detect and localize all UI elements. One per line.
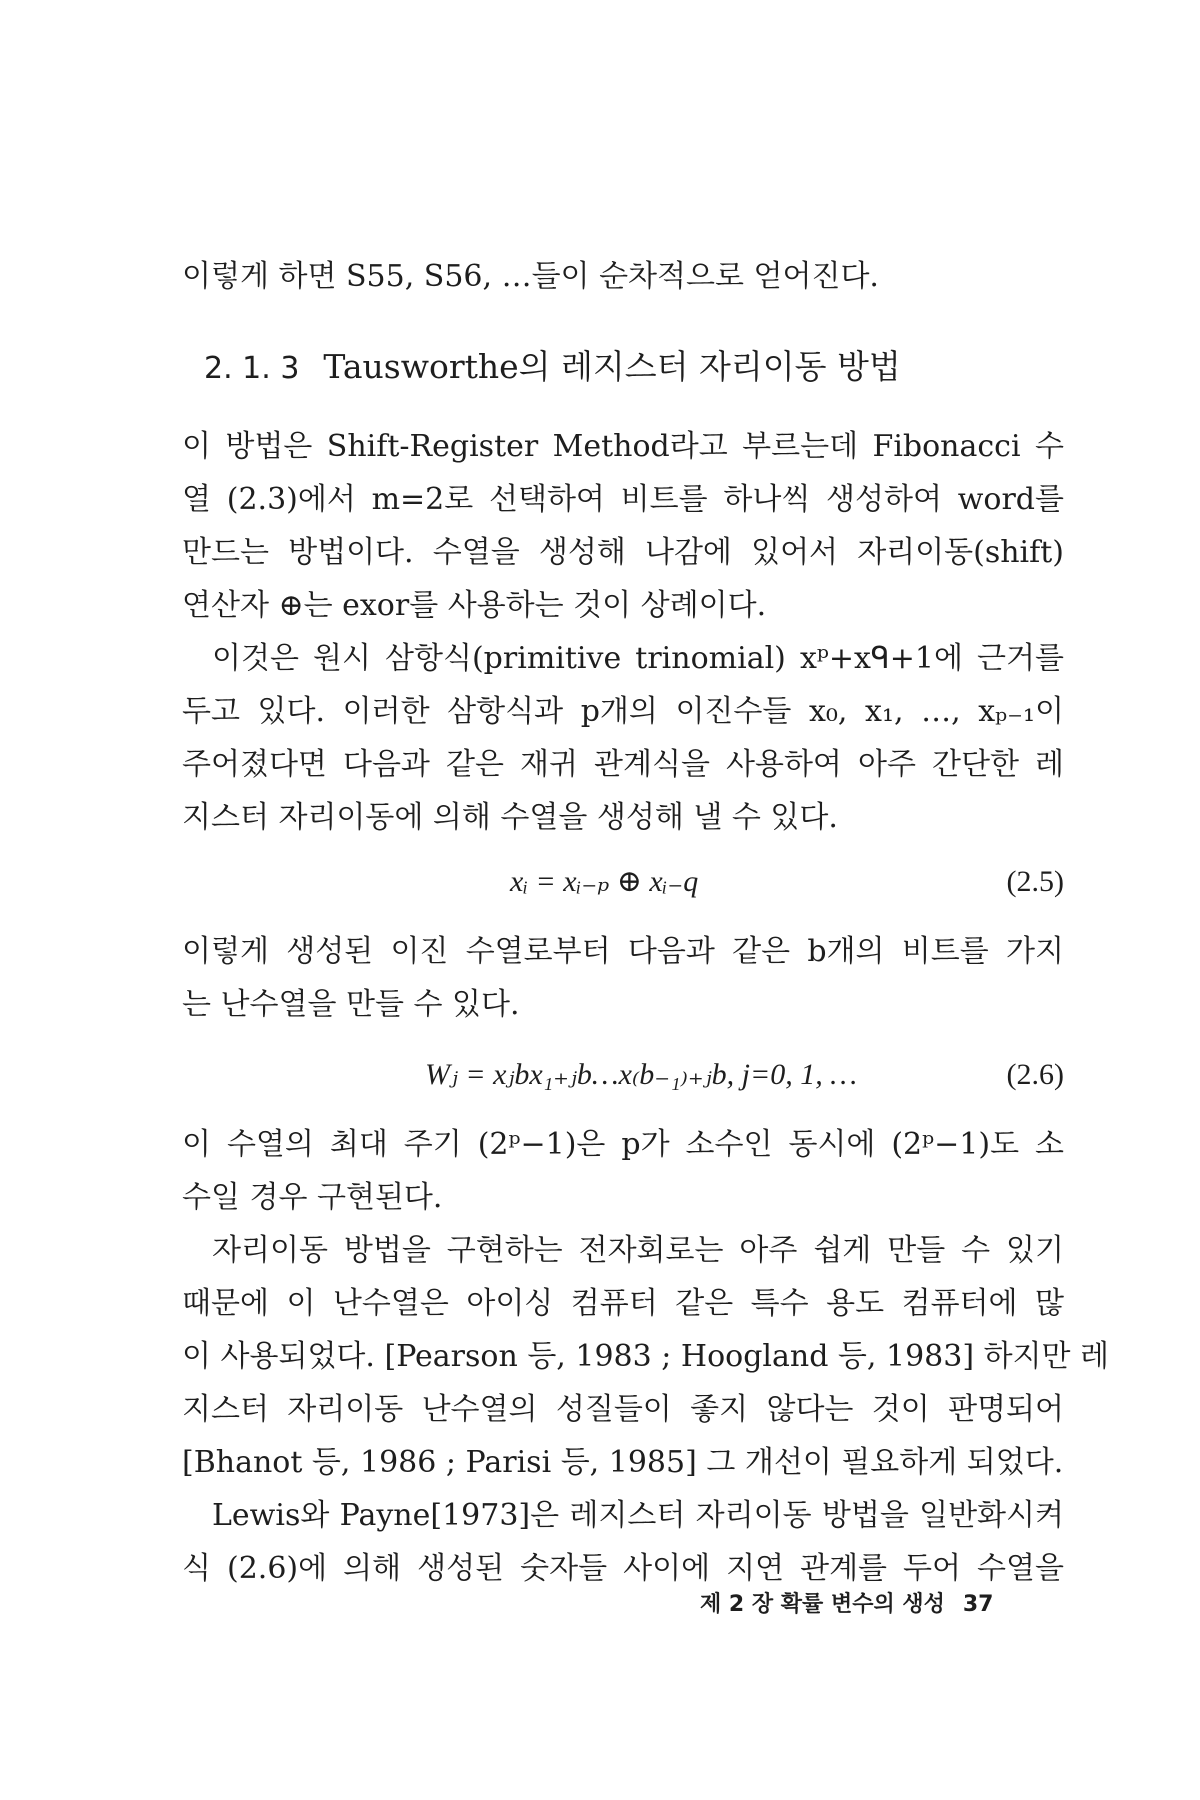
text-line: 자리이동 방법을 구현하는 전자회로는 아주 쉽게 만들 수 있기 xyxy=(212,1233,1064,1268)
text-line: 이 수열의 최대 주기 (2ᵖ−1)은 p가 소수인 동시에 (2ᵖ−1)도 소 xyxy=(182,1127,1064,1162)
text-line: 열 (2.3)에서 m=2로 선택하여 비트를 하나씩 생성하여 word를 xyxy=(182,482,1064,517)
text-line: Lewis와 Payne[1973]은 레지스터 자리이동 방법을 일반화시켜 xyxy=(212,1498,1064,1533)
equation-number: (2.6) xyxy=(1006,1058,1064,1091)
equation-number: (2.5) xyxy=(1006,865,1064,898)
equation-2-5: xᵢ = xᵢ₋ₚ ⊕ xᵢ₋q xyxy=(510,865,699,898)
chapter-title: 제 2 장 확률 변수의 생성 xyxy=(700,1592,945,1617)
page-number: 37 xyxy=(962,1592,994,1617)
intro-line: 이렇게 하면 S55, S56, …들이 순차적으로 얻어진다. xyxy=(182,259,879,294)
text-line: 지스터 자리이동 난수열의 성질들이 좋지 않다는 것이 판명되어 xyxy=(182,1392,1064,1427)
text-line: [Bhanot 등, 1986 ; Parisi 등, 1985] 그 개선이 필요하게 되었다. xyxy=(182,1445,1064,1480)
text-line: 지스터 자리이동에 의해 수열을 생성해 낼 수 있다. xyxy=(182,800,838,835)
text-line: 연산자 ⊕는 exor를 사용하는 것이 상례이다. xyxy=(182,588,767,623)
text-line: 이 방법은 Shift-Register Method라고 부르는데 Fibonacci 수 xyxy=(182,429,1064,464)
text-line: 만드는 방법이다. 수열을 생성해 나감에 있어서 자리이동(shift) xyxy=(182,535,1064,570)
text-line: 수일 경우 구현된다. xyxy=(182,1180,443,1215)
page-footer xyxy=(700,1590,994,1620)
text-line: 주어졌다면 다음과 같은 재귀 관계식을 사용하여 아주 간단한 레 xyxy=(182,747,1064,782)
section-heading xyxy=(204,343,901,393)
text-line: 두고 있다. 이러한 삼항식과 p개의 이진수들 x₀, x₁, …, xₚ₋₁이 xyxy=(182,694,1064,729)
section-title: Tausworthe의 레지스터 자리이동 방법 xyxy=(323,347,901,386)
text-line: 이렇게 생성된 이진 수열로부터 다음과 같은 b개의 비트를 가지 xyxy=(182,934,1064,969)
text-line: 식 (2.6)에 의해 생성된 숫자들 사이에 지연 관계를 두어 수열을 xyxy=(182,1551,1064,1586)
section-number: 2. 1. 3 xyxy=(204,351,300,386)
text-line: 이것은 원시 삼항식(primitive trinomial) xᵖ+xᑫ+1에 근거를 xyxy=(212,641,1064,676)
equation-2-6: Wⱼ = xⱼbx₁₊ⱼb…x₍b₋₁₎₊ⱼb, j=0, 1, … xyxy=(425,1058,857,1091)
text-line: 때문에 이 난수열은 아이싱 컴퓨터 같은 특수 용도 컴퓨터에 많 xyxy=(182,1286,1064,1321)
text-line: 이 사용되었다. [Pearson 등, 1983 ; Hoogland 등, 1983] 하지만 레 xyxy=(182,1339,1110,1374)
text-line: 는 난수열을 만들 수 있다. xyxy=(182,987,520,1022)
